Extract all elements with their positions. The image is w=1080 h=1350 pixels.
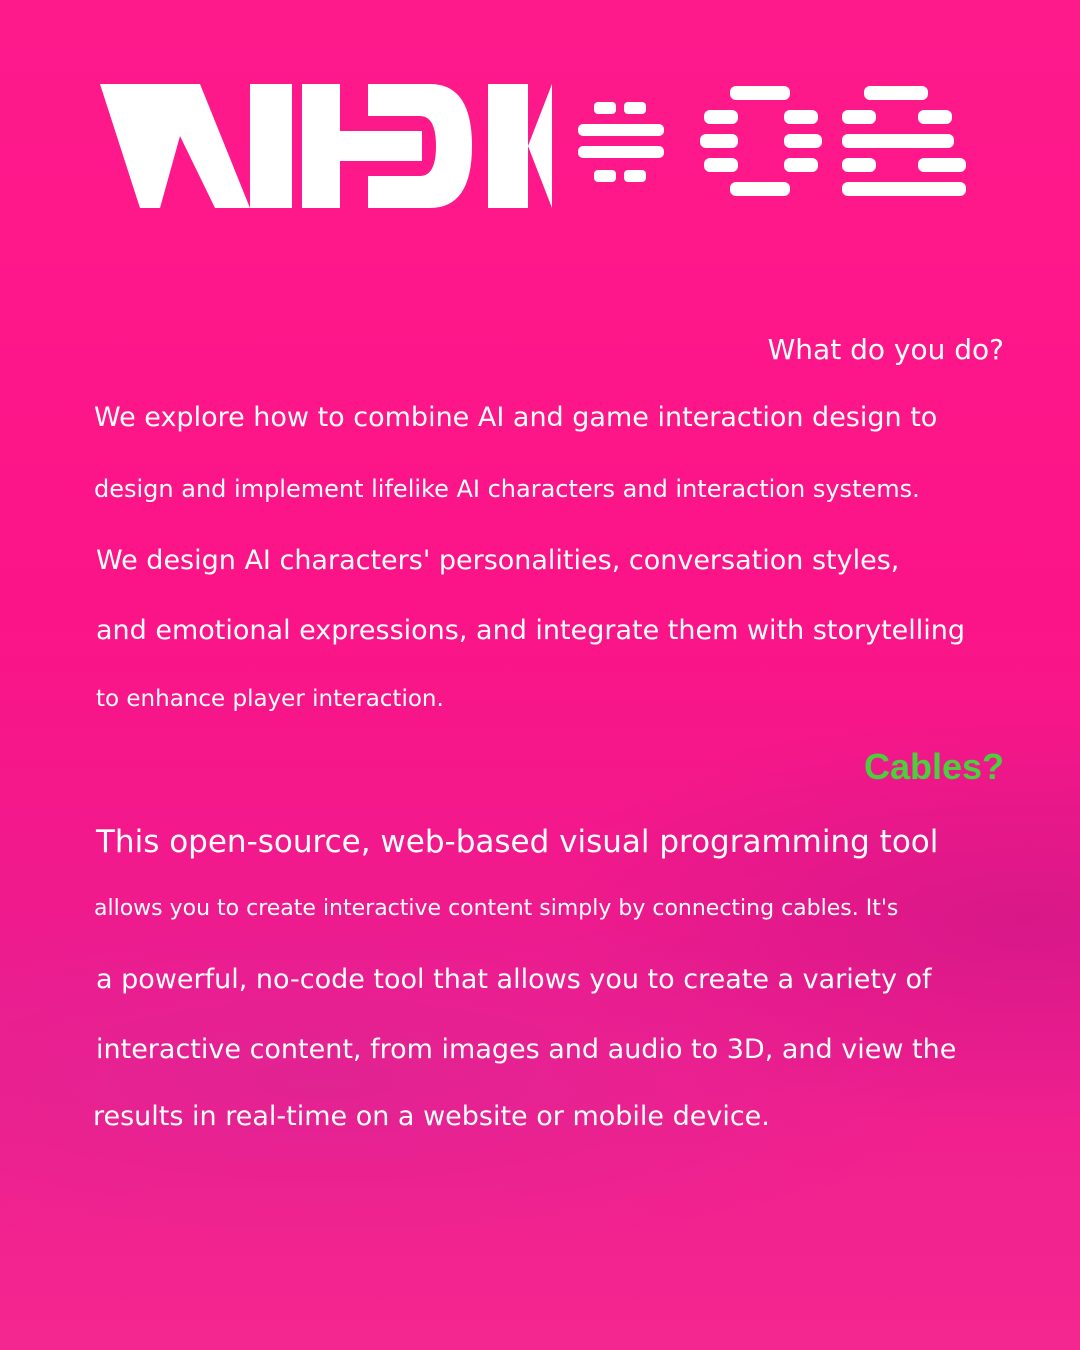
cables-line-1: This open-source, web-based visual programming tool xyxy=(96,824,939,860)
answer-line-2: design and implement lifelike AI characters and interaction systems. xyxy=(94,475,920,503)
logo-suffix xyxy=(578,86,966,196)
logo-wordmark xyxy=(100,84,552,208)
logo-graphic xyxy=(100,76,980,226)
question-what-do-you-do: What do you do? xyxy=(767,333,1004,366)
cables-line-2: allows you to create interactive content simply by connecting cables. It's xyxy=(94,896,899,921)
cables-line-3: a powerful, no-code tool that allows you to create a variety of xyxy=(96,964,932,995)
question-cables: Cables? xyxy=(863,746,1004,787)
cables-line-4: interactive content, from images and audio to 3D, and view the xyxy=(96,1034,957,1065)
answer-line-5: to enhance player interaction. xyxy=(96,686,444,712)
answer-line-1: We explore how to combine AI and game interaction design to xyxy=(94,402,938,433)
cables-line-5: results in real-time on a website or mobile device. xyxy=(93,1101,770,1132)
logo xyxy=(100,76,980,226)
answer-line-4: and emotional expressions, and integrate them with storytelling xyxy=(96,615,966,646)
answer-line-3: We design AI characters' personalities, conversation styles, xyxy=(96,545,900,576)
